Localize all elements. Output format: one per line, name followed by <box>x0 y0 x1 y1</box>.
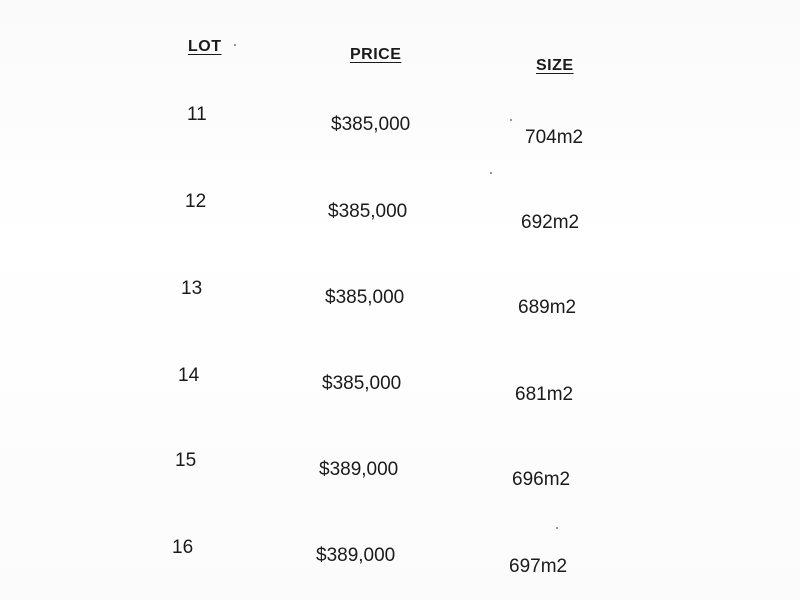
lot-price: $389,000 <box>319 459 399 480</box>
lot-price: $385,000 <box>325 287 405 308</box>
lot-size: 689m2 <box>518 297 577 318</box>
lot-size: 696m2 <box>512 469 571 490</box>
scan-speck <box>234 44 236 46</box>
lot-number: 16 <box>172 537 194 558</box>
lot-price: $389,000 <box>316 545 396 566</box>
scan-speck <box>556 527 558 529</box>
lot-number: 15 <box>175 450 197 471</box>
lot-number: 12 <box>185 191 207 212</box>
lot-price: $385,000 <box>331 114 411 135</box>
lot-size: 704m2 <box>525 127 584 148</box>
scan-speck <box>490 172 492 174</box>
lot-number: 13 <box>181 278 203 299</box>
lot-price: $385,000 <box>328 201 408 222</box>
header-size: SIZE <box>536 57 574 74</box>
lot-price: $385,000 <box>322 373 402 394</box>
header-price: PRICE <box>350 46 402 63</box>
header-lot: LOT <box>188 38 222 55</box>
lot-number: 14 <box>178 365 200 386</box>
lot-number: 11 <box>187 104 207 125</box>
lot-size: 681m2 <box>515 384 574 405</box>
scan-speck <box>510 119 512 121</box>
lot-size: 692m2 <box>521 212 580 233</box>
lot-size: 697m2 <box>509 556 568 577</box>
